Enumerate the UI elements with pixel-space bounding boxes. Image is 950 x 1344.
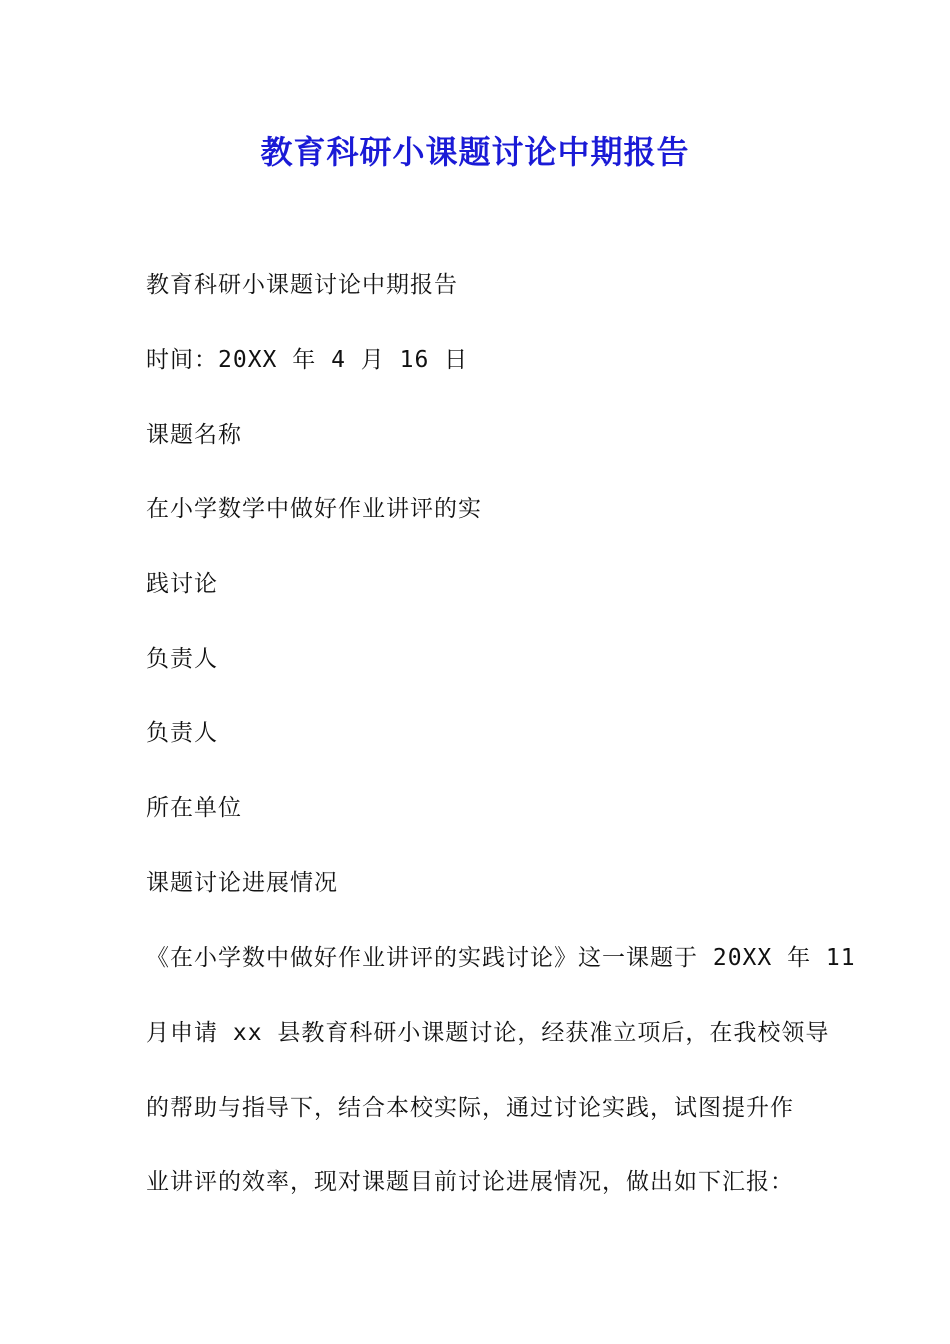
date-line: 时间：20XX 年 4 月 16 日 [146,347,469,373]
progress-section-heading: 课题讨论进展情况 [146,870,338,896]
paragraph-line: 《在小学数中做好作业讲评的实践讨论》这一课题于 20XX 年 11 [146,945,856,971]
topic-name-label: 课题名称 [146,422,242,448]
person-in-charge-label: 负责人 [146,646,218,672]
topic-name-line-1: 在小学数学中做好作业讲评的实 [146,496,482,522]
person-in-charge-label-repeat: 负责人 [146,720,218,746]
report-heading-line: 教育科研小课题讨论中期报告 [146,272,458,298]
paragraph-line: 业讲评的效率，现对课题目前讨论进展情况，做出如下汇报： [146,1169,794,1195]
document-title: 教育科研小课题讨论中期报告 [260,133,690,171]
paragraph-line: 的帮助与指导下，结合本校实际，通过讨论实践，试图提升作 [146,1095,794,1121]
topic-name-line-2: 践讨论 [146,571,218,597]
organization-label: 所在单位 [146,795,242,821]
paragraph-line: 月申请 xx 县教育科研小课题讨论，经获准立项后，在我校领导 [146,1020,830,1046]
